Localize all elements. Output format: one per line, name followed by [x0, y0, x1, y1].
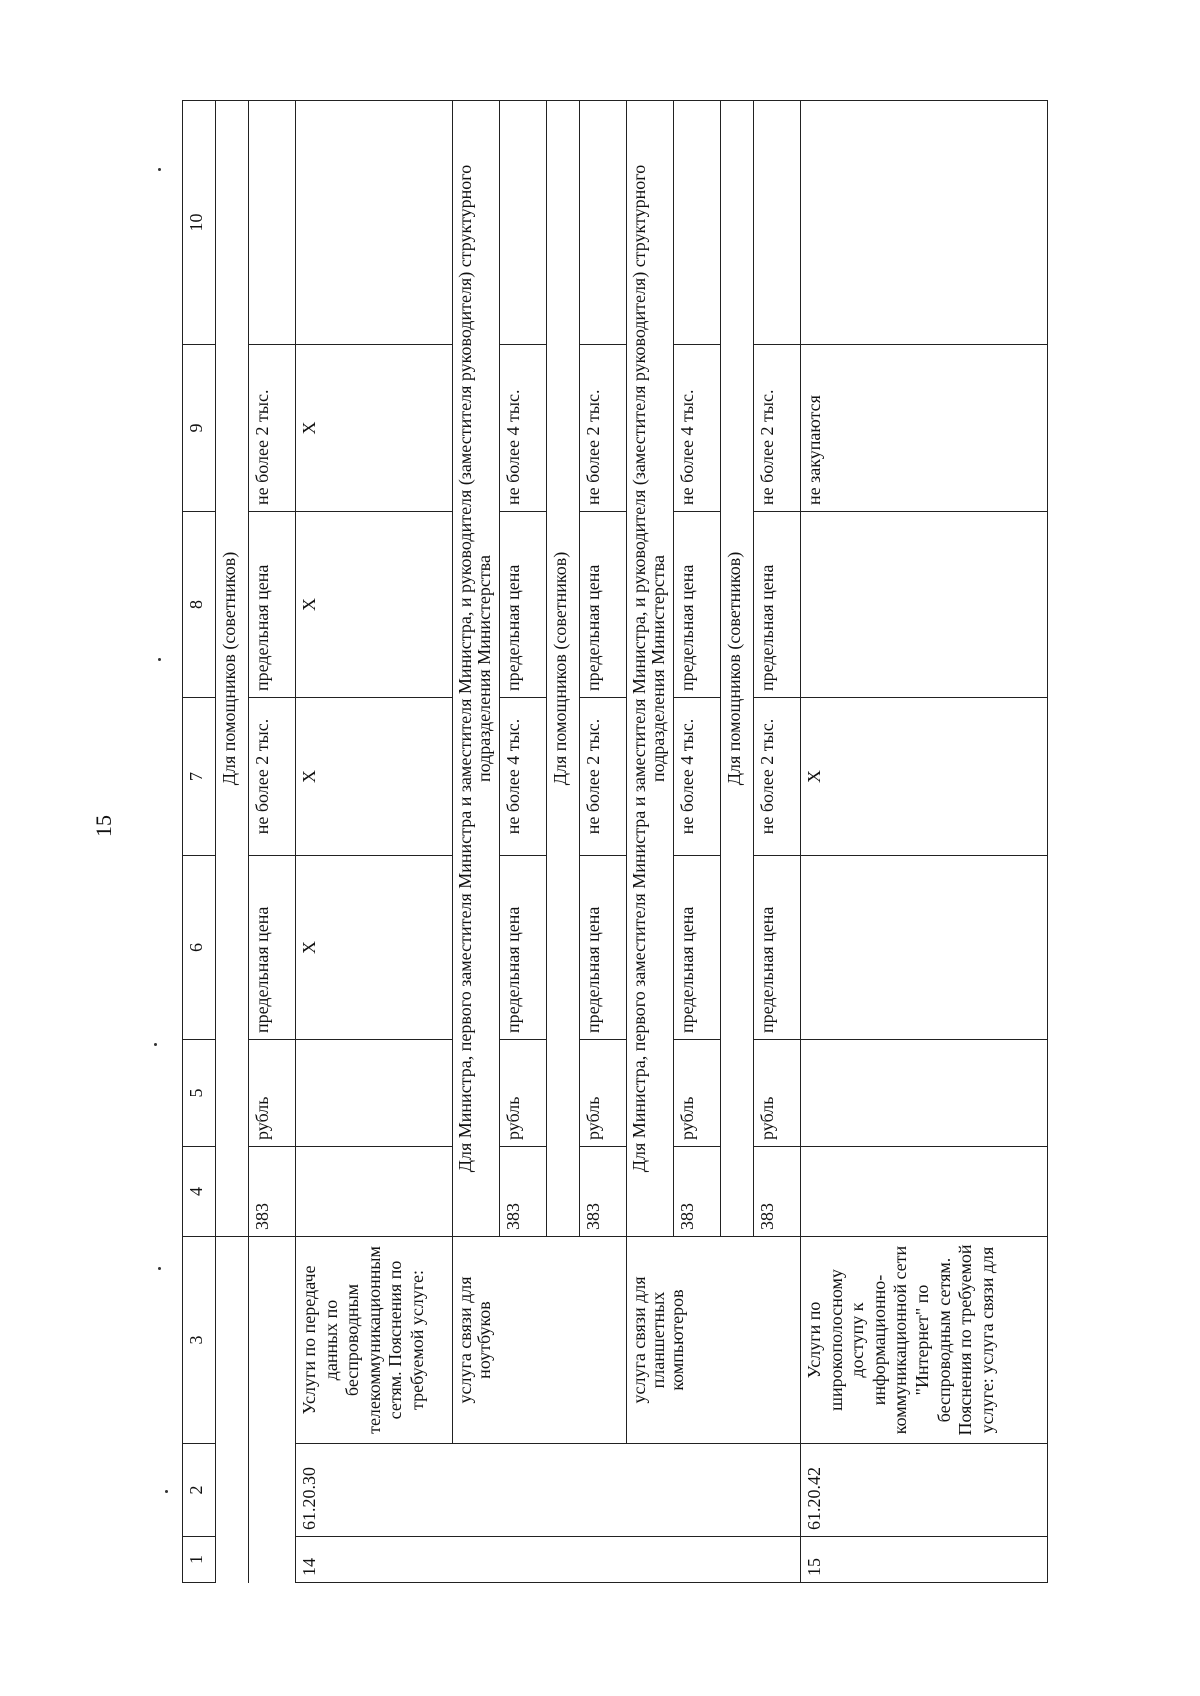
- x-mark: X: [296, 856, 453, 1040]
- empty-cell: [801, 101, 1048, 345]
- empty-cell: [296, 1147, 453, 1237]
- column-number-row: [183, 101, 216, 1583]
- column-number: 10: [183, 101, 216, 345]
- empty-cell: [801, 512, 1048, 698]
- limit-price-cell: предельная цена: [754, 512, 801, 698]
- section-header-ministers: Для Министра, первого заместителя Министра и заместителя Министра, и руководителя (заместителя руководителя) структурного подразделения Министерства: [627, 101, 674, 1237]
- section-header-assistants: Для помощников (советников): [721, 101, 754, 1237]
- column-number: 9: [183, 345, 216, 512]
- section-row: [216, 101, 249, 1583]
- x-mark: X: [296, 345, 453, 512]
- x-mark: X: [296, 698, 453, 856]
- value-cell: не более 4 тыс.: [500, 698, 547, 856]
- column-number: 8: [183, 512, 216, 698]
- unit-cell: рубль: [500, 1040, 547, 1147]
- row-number: 15: [801, 1537, 1048, 1583]
- section-row: [453, 101, 500, 1583]
- row-14: [296, 101, 453, 1583]
- value-cell: не более 2 тыс.: [580, 345, 627, 512]
- scan-speck: [158, 658, 161, 661]
- empty-cell: [754, 101, 801, 345]
- unit-cell: рубль: [674, 1040, 721, 1147]
- column-number: 5: [183, 1040, 216, 1147]
- column-number: 4: [183, 1147, 216, 1237]
- value-cell: не более 2 тыс.: [754, 698, 801, 856]
- empty-cell: [216, 1237, 249, 1583]
- section-row: [627, 101, 674, 1583]
- empty-cell: [801, 856, 1048, 1040]
- column-number: 6: [183, 856, 216, 1040]
- unit-cell: рубль: [580, 1040, 627, 1147]
- unit-cell: рубль: [249, 1040, 296, 1147]
- column-number: 1: [183, 1537, 216, 1583]
- limit-price-cell: предельная цена: [674, 512, 721, 698]
- section-header-ministers: Для Министра, первого заместителя Министра и заместителя Министра, и руководителя (заместителя руководителя) структурного подразделения Министерства: [453, 101, 500, 1237]
- value-cell: не более 2 тыс.: [249, 345, 296, 512]
- okpd-code: 61.20.30: [296, 1444, 801, 1537]
- section-header-assistants: Для помощников (советников): [547, 101, 580, 1237]
- code-cell: 383: [674, 1147, 721, 1237]
- x-mark: X: [296, 512, 453, 698]
- column-number: 2: [183, 1444, 216, 1537]
- limit-price-cell: предельная цена: [580, 856, 627, 1040]
- service-name: Услуги по передаче данных по беспроводным телекоммуникационным сетям. Пояснения по требуемой услуге:: [296, 1237, 453, 1444]
- service-name: Услуги по широкополосному доступу к информационно-коммуникационной сети "Интернет" по беспроводным сетям. Пояснения по требуемой услуге: услуга связи для: [801, 1237, 1048, 1444]
- code-cell: 383: [580, 1147, 627, 1237]
- code-cell: 383: [500, 1147, 547, 1237]
- page-number: 15: [91, 815, 116, 837]
- tablets-label: услуга связи для планшетных компьютеров: [627, 1237, 801, 1444]
- value-cell: не более 4 тыс.: [674, 345, 721, 512]
- row-15: [801, 101, 1048, 1583]
- value-cell: не более 4 тыс.: [500, 345, 547, 512]
- rotated-table-container: [182, 101, 1120, 1583]
- empty-cell: [801, 1040, 1048, 1147]
- row-number: 14: [296, 1537, 801, 1583]
- scan-speck: [154, 1043, 157, 1046]
- limit-price-cell: предельная цена: [500, 856, 547, 1040]
- x-mark: X: [801, 698, 1048, 856]
- scan-speck: [158, 1267, 161, 1270]
- empty-cell: [500, 101, 547, 345]
- value-cell: не более 4 тыс.: [674, 698, 721, 856]
- value-cell: не более 2 тыс.: [580, 698, 627, 856]
- empty-cell: [674, 101, 721, 345]
- value-cell: не более 2 тыс.: [754, 345, 801, 512]
- table-row: [249, 101, 296, 1583]
- empty-cell: [296, 1040, 453, 1147]
- scan-speck: [158, 168, 161, 171]
- not-purchased: не закупаются: [801, 345, 1048, 512]
- empty-cell: [249, 101, 296, 345]
- limit-price-cell: предельная цена: [754, 856, 801, 1040]
- code-cell: 383: [754, 1147, 801, 1237]
- limit-price-cell: предельная цена: [674, 856, 721, 1040]
- empty-cell: [580, 101, 627, 345]
- empty-cell: [296, 101, 453, 345]
- laptops-label: услуга связи для ноутбуков: [453, 1237, 627, 1444]
- okpd-code: 61.20.42: [801, 1444, 1048, 1537]
- limit-price-cell: предельная цена: [580, 512, 627, 698]
- procurement-requirements-table: [182, 100, 1048, 1583]
- empty-cell: [249, 1237, 296, 1583]
- scan-speck: [165, 1490, 168, 1493]
- limit-price-cell: предельная цена: [500, 512, 547, 698]
- code-cell: 383: [249, 1147, 296, 1237]
- section-header-assistants: Для помощников (советников): [216, 101, 249, 1237]
- unit-cell: рубль: [754, 1040, 801, 1147]
- column-number: 3: [183, 1237, 216, 1444]
- value-cell: не более 2 тыс.: [249, 698, 296, 856]
- column-number: 7: [183, 698, 216, 856]
- limit-price-cell: предельная цена: [249, 512, 296, 698]
- limit-price-cell: предельная цена: [249, 856, 296, 1040]
- empty-cell: [801, 1147, 1048, 1237]
